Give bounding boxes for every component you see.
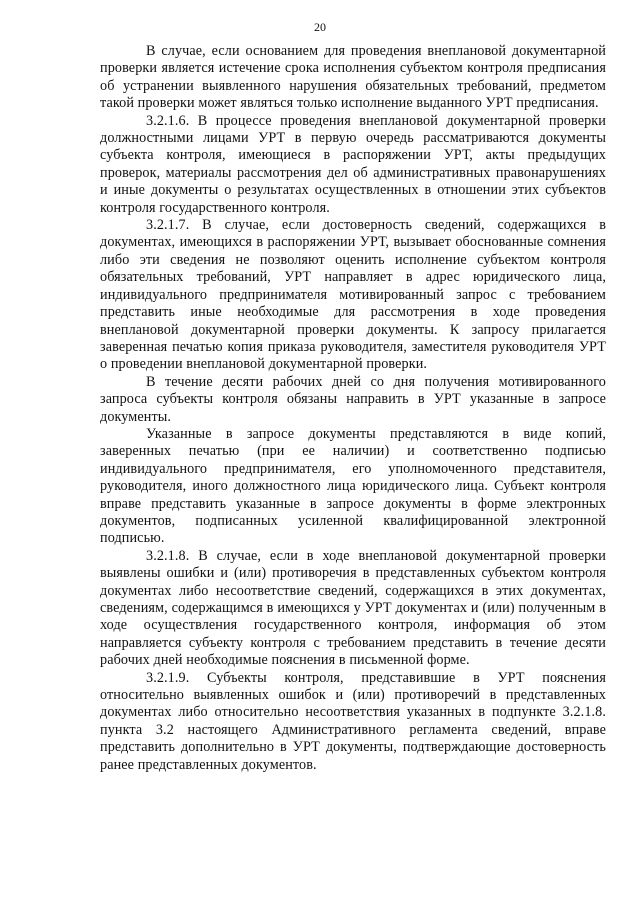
paragraph-document-copies: Указанные в запросе документы представляются в виде копий, заверенных печатью (при ее наличии) и соответственно подписью индивидуального предпринимателя, его уполномоченного представителя, руководителя, иного должностного лица юридического лица. Субъект контроля вправе представить указанные в запросе документы в форме электронных документов, подписанных усиленной квалифицированной электронной подписью. (100, 425, 606, 547)
paragraph-3-2-1-6: 3.2.1.6. В процессе проведения внеплановой документарной проверки должностными лицами УРТ в первую очередь рассматриваются документы субъекта контроля, имеющиеся в распоряжении УРТ, акты предыдущих проверок, материалы рассмотрения дел об административных правонарушениях и иные документы о результатах осуществленных в отношении этих субъектов контроля государственного контроля. (100, 112, 606, 216)
paragraph-unscheduled-check-basis: В случае, если основанием для проведения внеплановой документарной проверки является истечение срока исполнения субъектом контроля предписания об устранении выявленного нарушения обязательных требований, предметом такой проверки может являться только исполнение выданного УРТ предписания. (100, 43, 606, 112)
paragraph-3-2-1-7: 3.2.1.7. В случае, если достоверность сведений, содержащихся в документах, имеющихся в распоряжении УРТ, вызывает обоснованные сомнения либо эти сведения не позволяют оценить исполнение субъектом контроля обязательных требований, УРТ направляет в адрес юридического лица, индивидуального предпринимателя мотивированный запрос с требованием представить иные необходимые для рассмотрения в ходе проведения внеплановой документарной проверки документы. К запросу прилагается заверенная печатью копия приказа руководителя, заместителя руководителя УРТ о проведении внеплановой документарной проверки. (100, 217, 606, 373)
page-number: 20 (314, 20, 326, 34)
paragraph-submission-deadline: В течение десяти рабочих дней со дня получения мотивированного запроса субъекты контроля обязаны направить в УРТ указанные в запросе документы. (100, 373, 606, 425)
paragraph-3-2-1-8: 3.2.1.8. В случае, если в ходе внеплановой документарной проверки выявлены ошибки и (или) противоречия в представленных субъектом контроля документах либо несоответствие сведений, содержащихся в этих документах, сведениям, содержащимся в имеющихся у УРТ документах и (или) полученным в ходе осуществления государственного контроля, информация об этом направляется субъекту контроля с требованием представить в течение десяти рабочих дней необходимые пояснения в письменной форме. (100, 547, 606, 669)
body-text (100, 43, 606, 774)
paragraph-3-2-1-9: 3.2.1.9. Субъекты контроля, представившие в УРТ пояснения относительно выявленных ошибок и (или) противоречий в представленных документах либо относительно несоответствия указанных в подпункте 3.2.1.8. пункта 3.2 настоящего Административного регламента сведений, вправе представить дополнительно в УРТ документы, подтверждающие достоверность ранее представленных документов. (100, 669, 606, 773)
